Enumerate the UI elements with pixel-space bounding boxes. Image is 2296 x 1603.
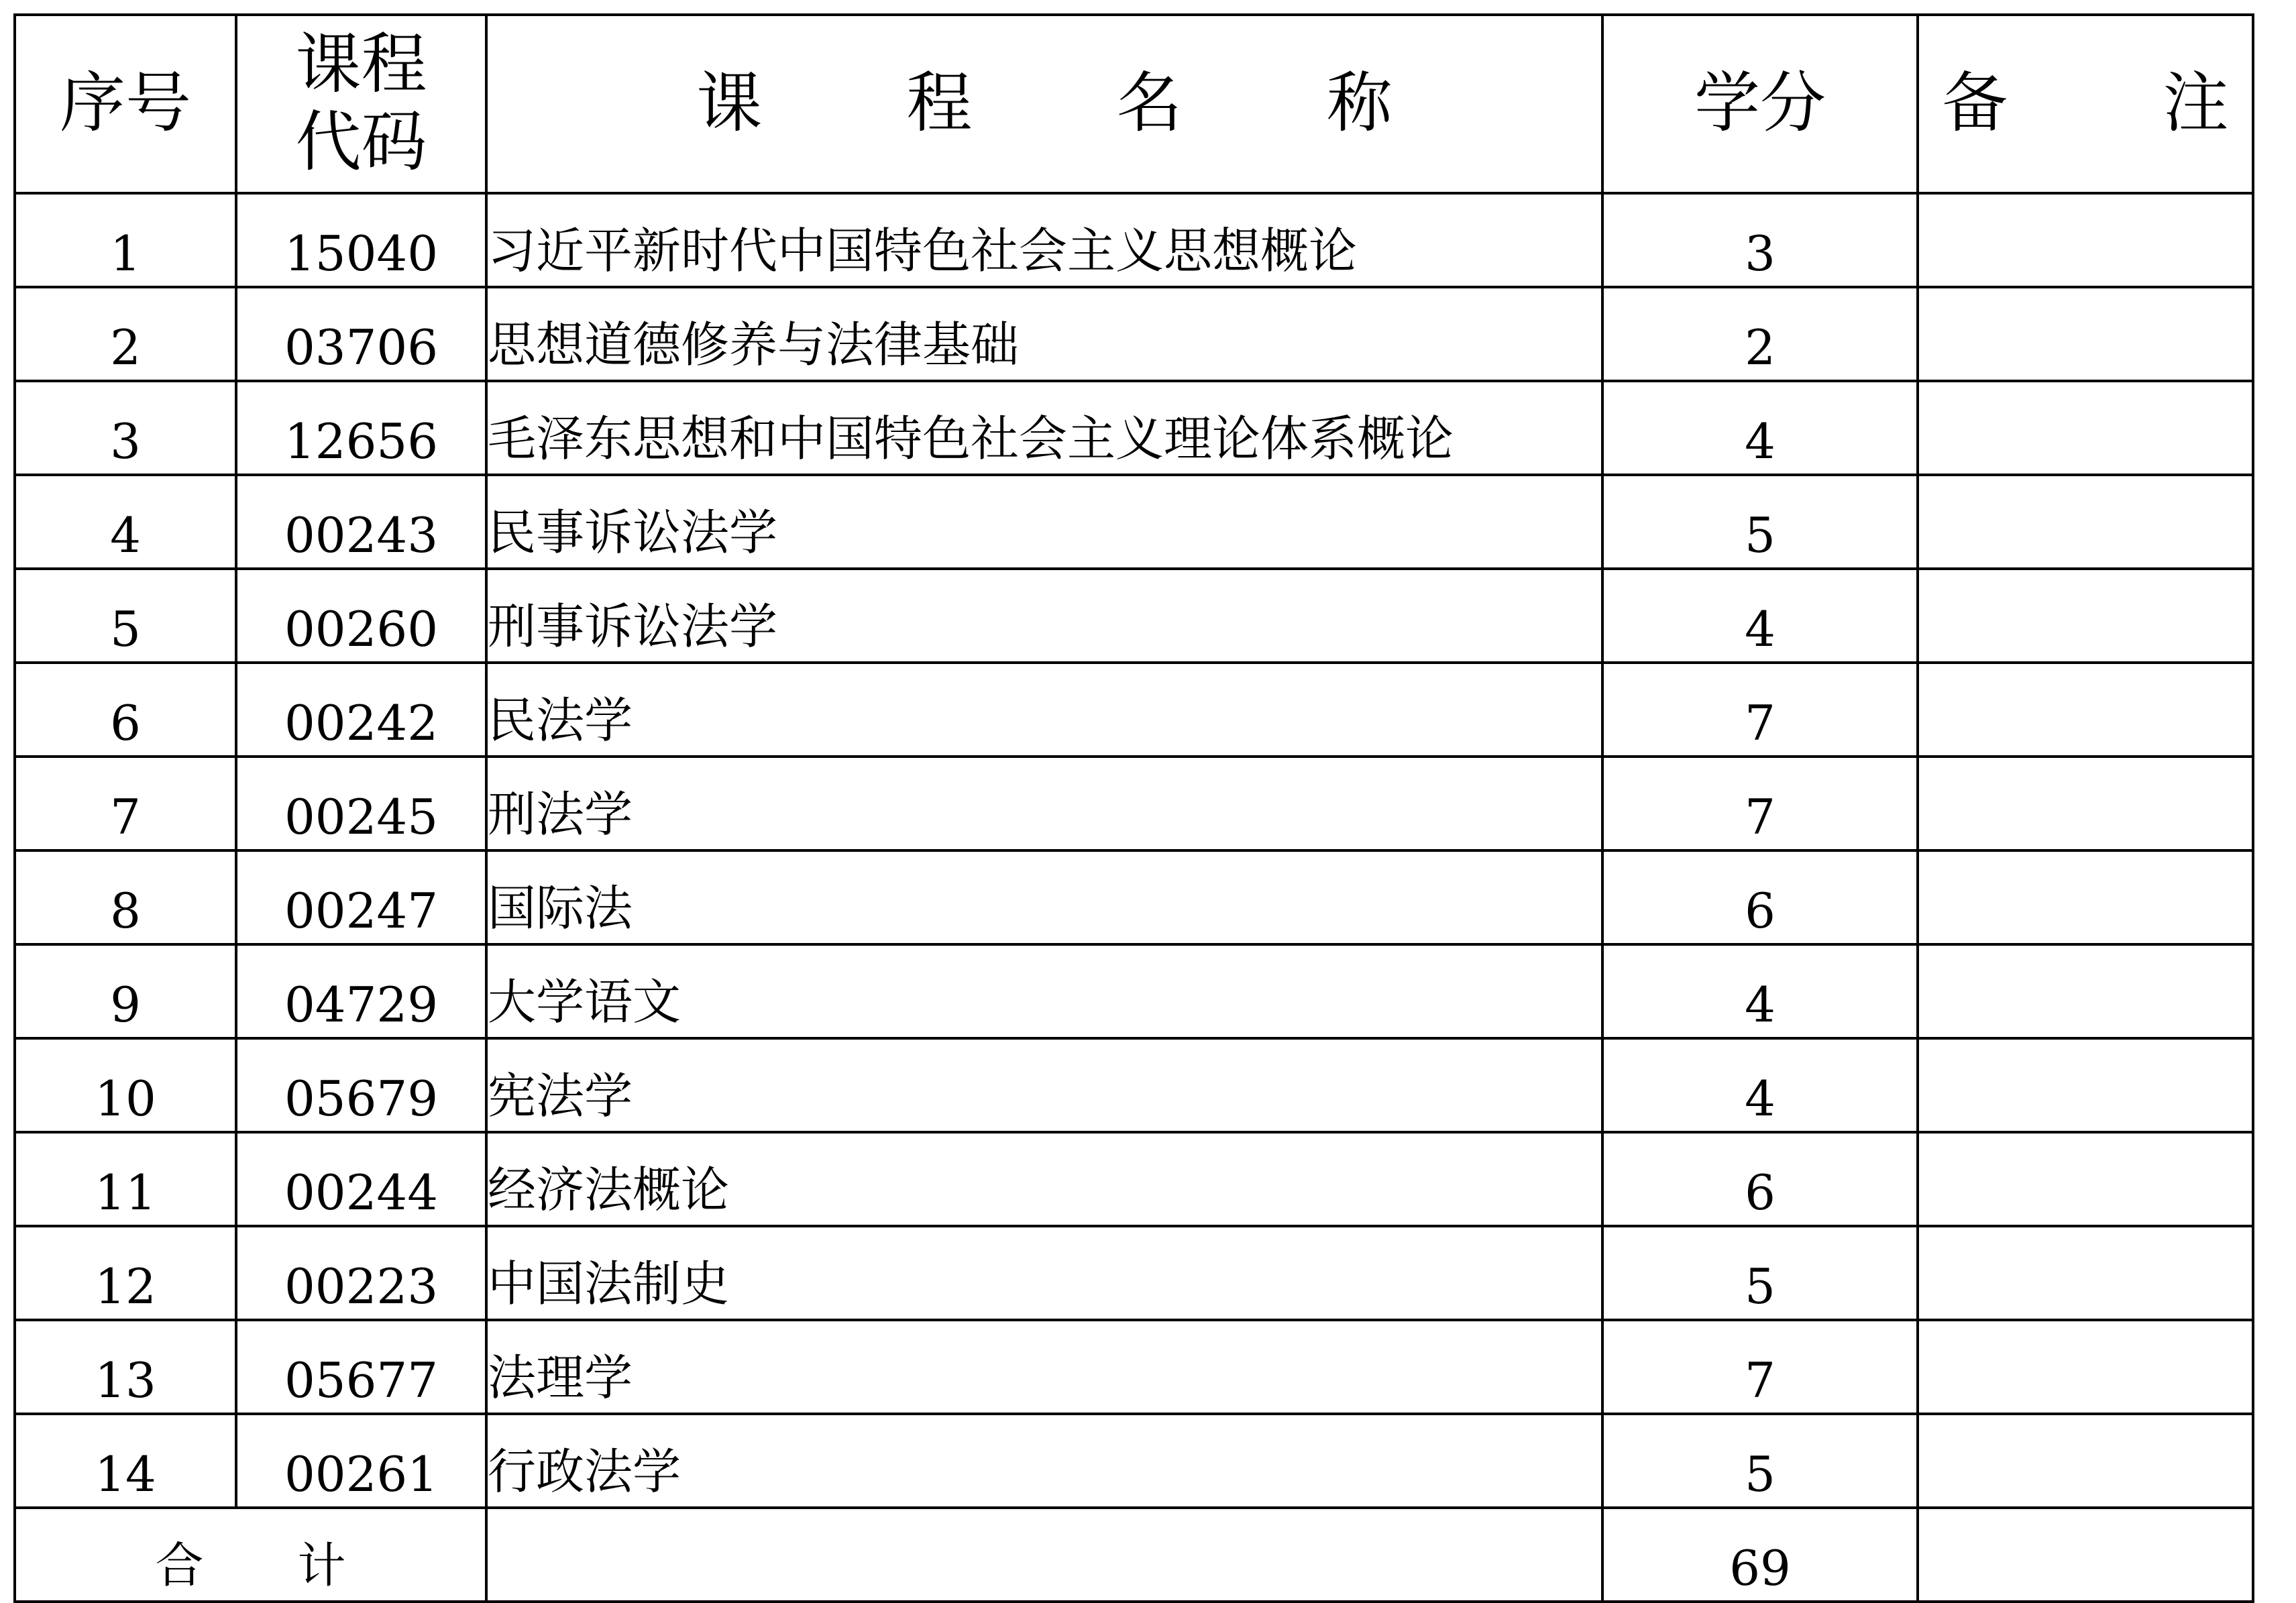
row-seq: 10 <box>15 1038 236 1132</box>
row-course-name: 刑法学 <box>486 757 1602 850</box>
row-course-code: 05679 <box>236 1038 486 1132</box>
header-row <box>15 15 2253 193</box>
table-row <box>15 944 2253 1038</box>
row-seq: 8 <box>15 850 236 944</box>
table-row <box>15 569 2253 663</box>
row-course-code: 03706 <box>236 287 486 381</box>
row-course-code: 00244 <box>236 1132 486 1226</box>
table-row <box>15 287 2253 381</box>
row-course-name: 习近平新时代中国特色社会主义思想概论 <box>486 193 1602 287</box>
header-note: 备 注 <box>1918 15 2253 193</box>
row-course-name: 民事诉讼法学 <box>486 475 1602 569</box>
row-credit: 4 <box>1602 1038 1918 1132</box>
row-credit: 5 <box>1602 1226 1918 1320</box>
row-course-code: 00247 <box>236 850 486 944</box>
table-row <box>15 475 2253 569</box>
row-seq: 5 <box>15 569 236 663</box>
row-course-code: 15040 <box>236 193 486 287</box>
row-note <box>1918 569 2253 663</box>
table-row <box>15 1320 2253 1414</box>
table-row <box>15 1226 2253 1320</box>
row-credit: 5 <box>1602 1414 1918 1508</box>
row-note <box>1918 1038 2253 1132</box>
row-note <box>1918 381 2253 475</box>
row-seq: 4 <box>15 475 236 569</box>
row-note <box>1918 1132 2253 1226</box>
header-credit: 学分 <box>1602 15 1918 193</box>
row-seq: 6 <box>15 663 236 757</box>
row-course-name: 民法学 <box>486 663 1602 757</box>
row-note <box>1918 193 2253 287</box>
header-code: 课程代码 <box>236 15 486 193</box>
row-course-name: 法理学 <box>486 1320 1602 1414</box>
row-seq: 11 <box>15 1132 236 1226</box>
row-course-code: 00242 <box>236 663 486 757</box>
row-credit: 7 <box>1602 757 1918 850</box>
header-name: 课 程 名 称 <box>486 15 1602 193</box>
row-seq: 9 <box>15 944 236 1038</box>
row-course-name: 毛泽东思想和中国特色社会主义理论体系概论 <box>486 381 1602 475</box>
row-seq: 1 <box>15 193 236 287</box>
row-course-name: 大学语文 <box>486 944 1602 1038</box>
row-course-name: 经济法概论 <box>486 1132 1602 1226</box>
row-seq: 13 <box>15 1320 236 1414</box>
row-seq: 3 <box>15 381 236 475</box>
row-course-name: 思想道德修养与法律基础 <box>486 287 1602 381</box>
course-table-sheet <box>13 13 2296 1603</box>
row-course-code: 00243 <box>236 475 486 569</box>
row-course-name: 行政法学 <box>486 1414 1602 1508</box>
row-course-code: 00223 <box>236 1226 486 1320</box>
row-seq: 2 <box>15 287 236 381</box>
row-course-code: 00260 <box>236 569 486 663</box>
row-course-code: 12656 <box>236 381 486 475</box>
row-seq: 7 <box>15 757 236 850</box>
row-credit: 7 <box>1602 663 1918 757</box>
table-row <box>15 1132 2253 1226</box>
table-row <box>15 757 2253 850</box>
row-course-name: 宪法学 <box>486 1038 1602 1132</box>
row-credit: 7 <box>1602 1320 1918 1414</box>
table-row <box>15 663 2253 757</box>
row-credit: 6 <box>1602 1132 1918 1226</box>
table-row <box>15 1414 2253 1508</box>
row-credit: 4 <box>1602 569 1918 663</box>
row-seq: 14 <box>15 1414 236 1508</box>
table-row <box>15 1038 2253 1132</box>
total-label: 合计 <box>15 1508 486 1602</box>
row-credit: 5 <box>1602 475 1918 569</box>
row-course-code: 05677 <box>236 1320 486 1414</box>
row-note <box>1918 1414 2253 1508</box>
total-row <box>15 1508 2253 1602</box>
row-credit: 3 <box>1602 193 1918 287</box>
row-credit: 4 <box>1602 944 1918 1038</box>
total-credit: 69 <box>1602 1508 1918 1602</box>
row-course-code: 00245 <box>236 757 486 850</box>
row-note <box>1918 1226 2253 1320</box>
row-course-name: 中国法制史 <box>486 1226 1602 1320</box>
table-body <box>15 193 2253 1508</box>
course-table <box>13 13 2296 1603</box>
total-name-cell <box>486 1508 1602 1602</box>
row-note <box>1918 850 2253 944</box>
row-note <box>1918 944 2253 1038</box>
row-note <box>1918 663 2253 757</box>
header-seq: 序号 <box>15 15 236 193</box>
row-credit: 2 <box>1602 287 1918 381</box>
row-course-name: 刑事诉讼法学 <box>486 569 1602 663</box>
row-note <box>1918 287 2253 381</box>
row-note <box>1918 757 2253 850</box>
row-course-code: 04729 <box>236 944 486 1038</box>
total-note-cell <box>1918 1508 2253 1602</box>
row-course-code: 00261 <box>236 1414 486 1508</box>
table-row <box>15 193 2253 287</box>
row-credit: 6 <box>1602 850 1918 944</box>
row-note <box>1918 1320 2253 1414</box>
row-seq: 12 <box>15 1226 236 1320</box>
table-row <box>15 850 2253 944</box>
table-row <box>15 381 2253 475</box>
row-credit: 4 <box>1602 381 1918 475</box>
row-note <box>1918 475 2253 569</box>
row-course-name: 国际法 <box>486 850 1602 944</box>
